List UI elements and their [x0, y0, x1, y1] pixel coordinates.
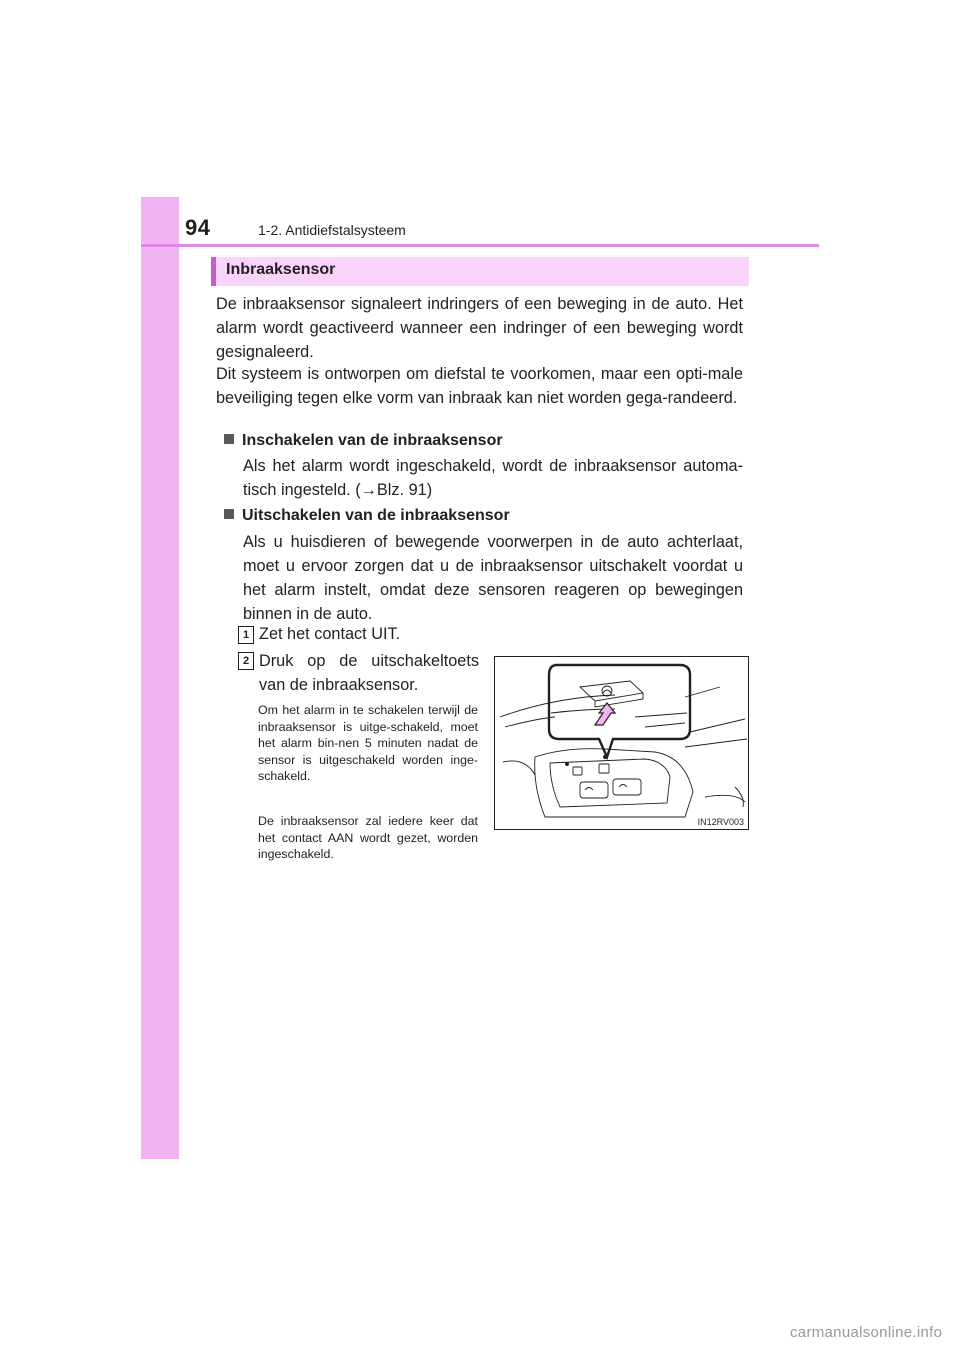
intro-paragraph-1: De inbraaksensor signaleert indringers of een beweging in de auto. Het alarm wordt geactiveerd wanneer een indringer of een beweging wordt gesignaleerd. [216, 295, 743, 361]
header-rule [141, 244, 819, 247]
side-tab [141, 197, 179, 1159]
overhead-console-figure [494, 656, 749, 830]
step-number-1: 1 [238, 626, 254, 644]
note-paragraph-2: De inbraaksensor zal iedere keer dat het contact AAN wordt gezet, worden ingeschakeld. [258, 814, 478, 861]
step-text-1: Zet het contact UIT. [259, 625, 401, 643]
subsection-heading-enable [224, 429, 503, 453]
step-text-2: Druk op de uitschakeltoets van de inbraaksensor. [259, 652, 479, 694]
section-accent [211, 257, 216, 286]
overhead-console-switch-icon [495, 657, 749, 830]
subsection-title: Inschakelen van de inbraaksensor [242, 432, 503, 449]
section-header [211, 257, 749, 286]
subsection-text-enable: Als het alarm wordt ingeschakeld, wordt de inbraaksensor automa-tisch ingesteld. (→Blz. 91) [243, 457, 743, 499]
square-bullet-icon [224, 509, 234, 519]
intro-paragraph-2: Dit systeem is ontworpen om diefstal te voorkomen, maar een opti-male beveiliging tegen elke vorm van inbraak kan niet worden gega-randeerd. [216, 365, 743, 407]
note-paragraph-1: Om het alarm in te schakelen terwijl de inbraaksensor is uitge-schakeld, moet het alarm bin-nen 5 minuten nadat de sensor is uitgeschakeld worden inge-schakeld. [258, 703, 478, 783]
page-number: 94 [185, 215, 211, 240]
figure-code: IN12RV003 [697, 817, 744, 827]
section-title: Inbraaksensor [226, 261, 336, 278]
subsection-title: Uitschakelen van de inbraaksensor [242, 507, 510, 524]
square-bullet-icon [224, 434, 234, 444]
step-number-2: 2 [238, 652, 254, 670]
subsection-heading-disable [224, 504, 510, 528]
watermark: carmanualsonline.info [790, 1324, 943, 1341]
chapter-title: 1-2. Antidiefstalsysteem [258, 222, 406, 238]
subsection-text-disable: Als u huisdieren of bewegende voorwerpen in de auto achterlaat, moet u ervoor zorgen dat u de inbraaksensor uitschakelt voordat u het alarm instelt, omdat deze sensoren reageren op bewegingen binnen in de auto. [243, 533, 743, 623]
